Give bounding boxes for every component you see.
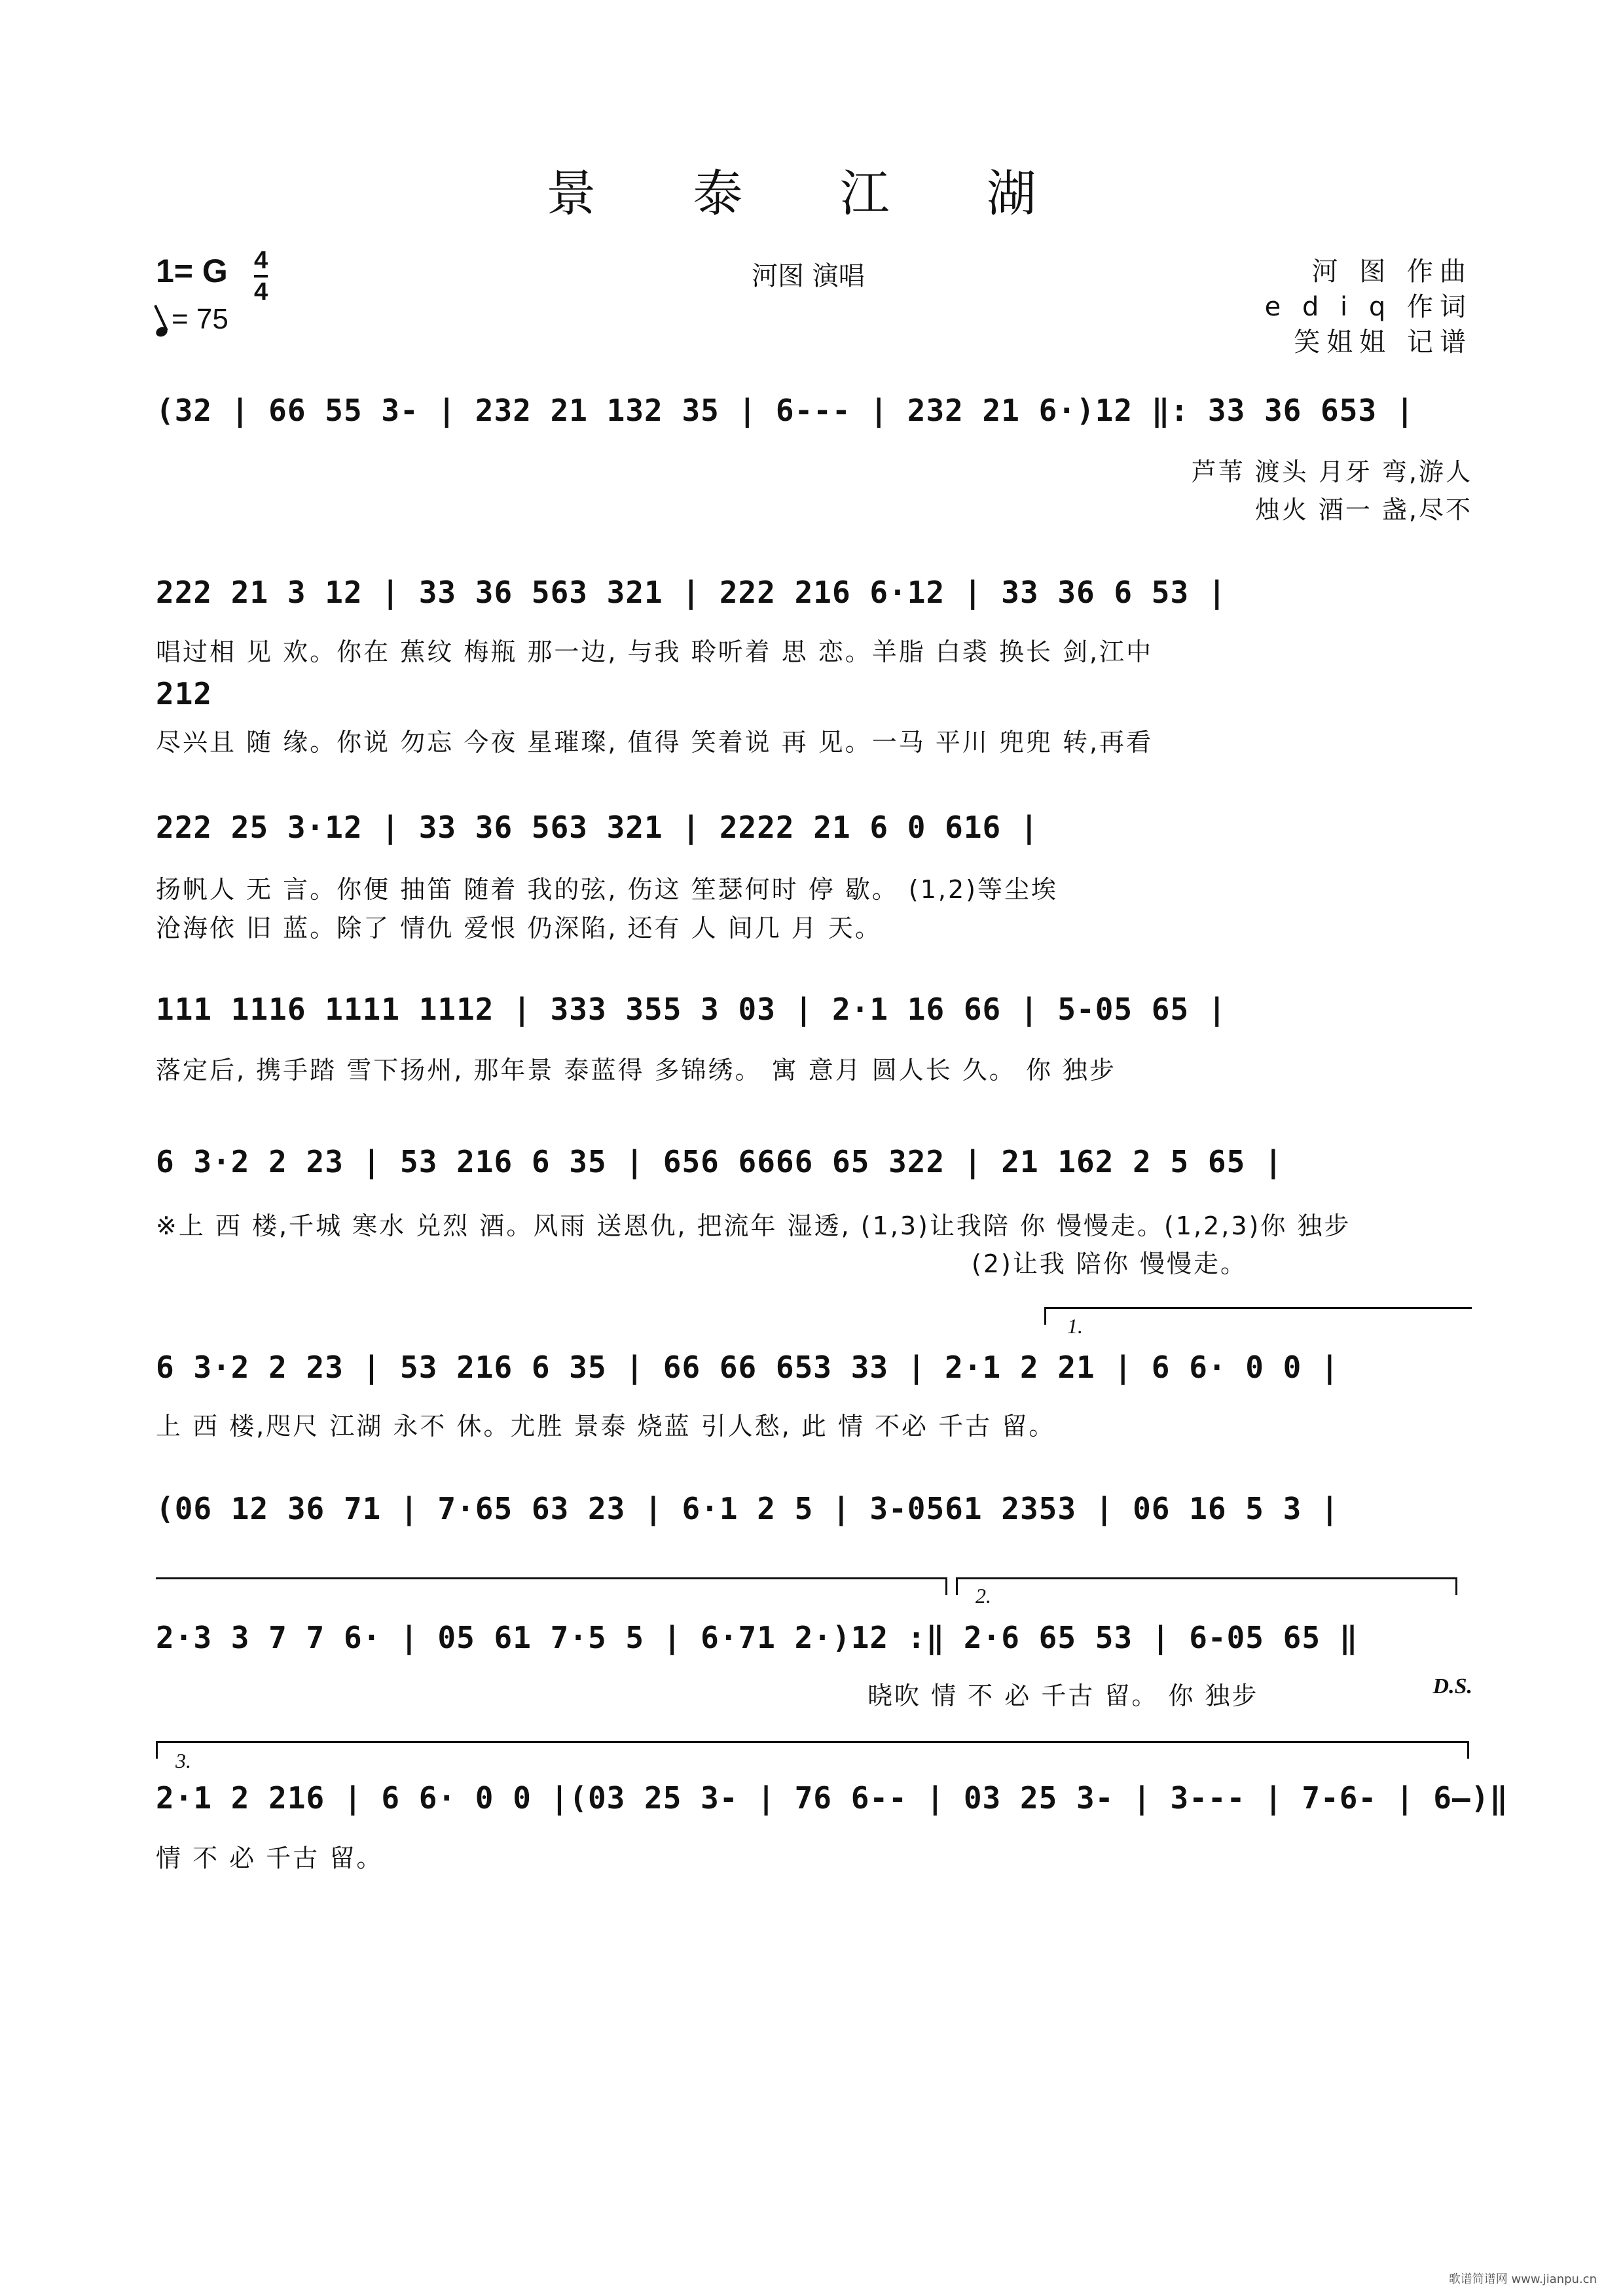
notation-row-4: 111 1116 1111 1112 | 333 355 3 03 | 2·1 16 66 | 5-05 65 | [156,992,1227,1027]
song-title: 景 泰 江 湖 [546,164,1077,223]
time-signature-bottom: 4 [254,278,268,306]
lyricist-credit: e d i q 作词 [1264,292,1472,322]
lyric-row-3-verse-2: 沧海依 旧 蓝。除了 情仇 爱恨 仍深陷, 还有 人 间几 月 天。 [156,914,882,942]
transcriber-credit: 笑姐姐 记谱 [1294,327,1472,357]
key-signature: 1= G [156,253,228,289]
repeat-ending-bracket [156,1577,947,1595]
lyric-row-8: 晓吹 情 不 必 千古 留。 你 独步 [867,1681,1259,1710]
notation-row-2-alternate: 212 [156,676,213,711]
lyric-row-5-verse-1: ※上 西 楼,千城 寒水 兑烈 酒。风雨 送恩仇, 把流年 湿透, (1,3)让我陪 你 慢慢走。(1,2,3)你 独步 [156,1211,1351,1240]
lyric-row-2-verse-1: 唱过相 见 欢。你在 蕉纹 梅瓶 那一边, 与我 聆听着 思 恋。羊脂 白裘 换长 剑,江中 [156,637,1154,666]
notation-row-1: (32 | 66 55 3- | 232 21 132 35 | 6--- | 232 21 6·)12 ‖: 33 36 653 | [156,393,1415,428]
tempo-marking [156,303,228,336]
lyric-row-9: 情 不 必 千古 留。 [156,1844,384,1873]
lyric-row-5-verse-2: (2)让我 陪你 慢慢走。 [972,1249,1247,1278]
notation-row-3: 222 25 3·12 | 33 36 563 321 | 2222 21 6 0 616 | [156,810,1039,845]
first-ending-label: 1. [1067,1314,1083,1338]
time-signature-top: 4 [254,247,268,274]
lyric-row-1-verse-2: 烛火 酒一 盏,尽不 [1254,495,1472,524]
site-watermark: 歌谱简谱网 www.jianpu.cn [1448,2272,1597,2286]
notation-row-2: 222 21 3 12 | 33 36 563 321 | 222 216 6·12 | 33 36 6 53 | [156,575,1227,610]
notation-row-8: 2·3 3 7 7 6· | 05 61 7·5 5 | 6·71 2·)12 :‖ 2·6 65 53 | 6-05 65 ‖ [156,1620,1359,1655]
first-ending-bracket [1044,1307,1472,1325]
lyric-row-1-verse-1: 芦苇 渡头 月牙 弯,游人 [1191,457,1472,486]
time-signature-bar [254,275,268,278]
quarter-note-icon [155,325,169,338]
composer-credit: 河 图 作曲 [1311,257,1472,287]
lyric-row-2-verse-2: 尽兴且 随 缘。你说 勿忘 今夜 星璀璨, 值得 笑着说 再 见。一马 平川 兜兜 转,再看 [156,728,1154,757]
notation-row-9: 2·1 2 216 | 6 6· 0 0 |(03 25 3- | 76 6-- | 03 25 3- | 3--- | 7-6- | 6—)‖ [156,1780,1508,1816]
notation-row-6: 6 3·2 2 23 | 53 216 6 35 | 66 66 653 33 | 2·1 2 21 | 6 6· 0 0 | [156,1350,1340,1385]
time-signature [254,247,268,305]
second-ending-bracket [956,1577,1457,1595]
tempo-value: = 75 [172,303,228,335]
lyric-row-6: 上 西 楼,咫尺 江湖 永不 休。尤胜 景泰 烧蓝 引人愁, 此 情 不必 千古 留。 [156,1412,1056,1441]
lyric-row-4: 落定后, 携手踏 雪下扬州, 那年景 泰蓝得 多锦绣。 寓 意月 圆人长 久。 你 独步 [156,1056,1117,1085]
third-ending-label: 3. [175,1749,191,1772]
singer-credit: 河图 演唱 [752,261,865,291]
dal-segno-marking: D.S. [1432,1674,1472,1698]
second-ending-label: 2. [976,1584,991,1607]
third-ending-bracket [156,1741,1469,1759]
notation-row-7: (06 12 36 71 | 7·65 63 23 | 6·1 2 5 | 3-0561 2353 | 06 16 5 3 | [156,1491,1340,1526]
lyric-row-3-verse-1: 扬帆人 无 言。你便 抽笛 随着 我的弦, 伤这 笙瑟何时 停 歇。 (1,2)等尘埃 [156,875,1058,904]
notation-row-5: 6 3·2 2 23 | 53 216 6 35 | 656 6666 65 322 | 21 162 2 5 65 | [156,1144,1283,1179]
